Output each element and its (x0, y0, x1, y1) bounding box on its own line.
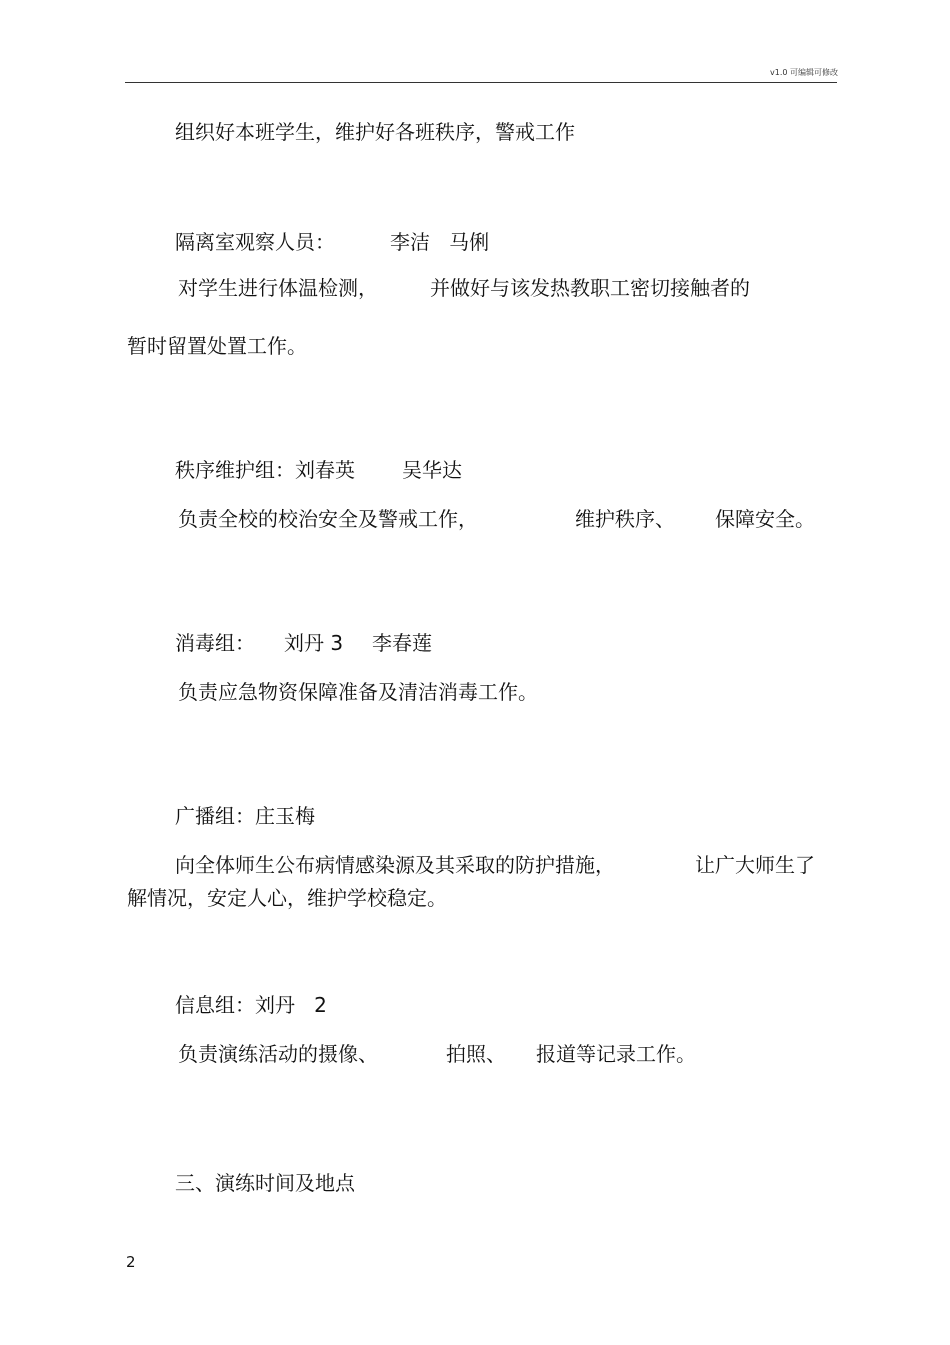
header-divider (125, 82, 837, 83)
isolation-duty-part2: 并做好与该发热教职工密切接触者的 (430, 276, 750, 300)
info-duty-part3: 报道等记录工作。 (536, 1042, 696, 1066)
order-group-label: 秩序维护组：刘春英 (175, 458, 355, 482)
header-version-note: v1.0 可编辑可修改 (770, 68, 838, 77)
disinfect-duty: 负责应急物资保障准备及清洁消毒工作。 (178, 680, 538, 704)
isolation-label: 隔离室观察人员： (175, 230, 335, 254)
order-group-name2: 吴华达 (402, 458, 462, 482)
isolation-duty-part1: 对学生进行体温检测， (178, 276, 378, 300)
broadcast-duty-part1: 向全体师生公布病情感染源及其采取的防护措施， (175, 853, 615, 877)
isolation-duty-part3: 暂时留置处置工作。 (127, 334, 307, 358)
info-duty-part2: 拍照、 (446, 1042, 506, 1066)
order-duty-part2: 维护秩序、 (575, 507, 675, 531)
broadcast-group-label: 广播组：庄玉梅 (175, 804, 315, 828)
broadcast-duty-part3: 解情况，安定人心，维护学校稳定。 (127, 886, 447, 910)
page-number: 2 (126, 1253, 136, 1271)
disinfect-group-label: 消毒组： (175, 631, 255, 655)
info-group-label: 信息组：刘丹 2 (175, 993, 327, 1017)
section-heading: 三、演练时间及地点 (175, 1171, 355, 1195)
order-duty-part3: 保障安全。 (715, 507, 815, 531)
isolation-names: 李洁 马俐 (390, 230, 490, 254)
info-duty-part1: 负责演练活动的摄像、 (178, 1042, 378, 1066)
disinfect-group-name2: 李春莲 (372, 631, 432, 655)
broadcast-duty-part2: 让广大师生了 (695, 853, 815, 877)
order-duty-part1: 负责全校的校治安全及警戒工作， (178, 507, 478, 531)
paragraph-class-order: 组织好本班学生，维护好各班秩序，警戒工作 (175, 120, 575, 144)
disinfect-group-name1: 刘丹 3 (284, 631, 344, 655)
